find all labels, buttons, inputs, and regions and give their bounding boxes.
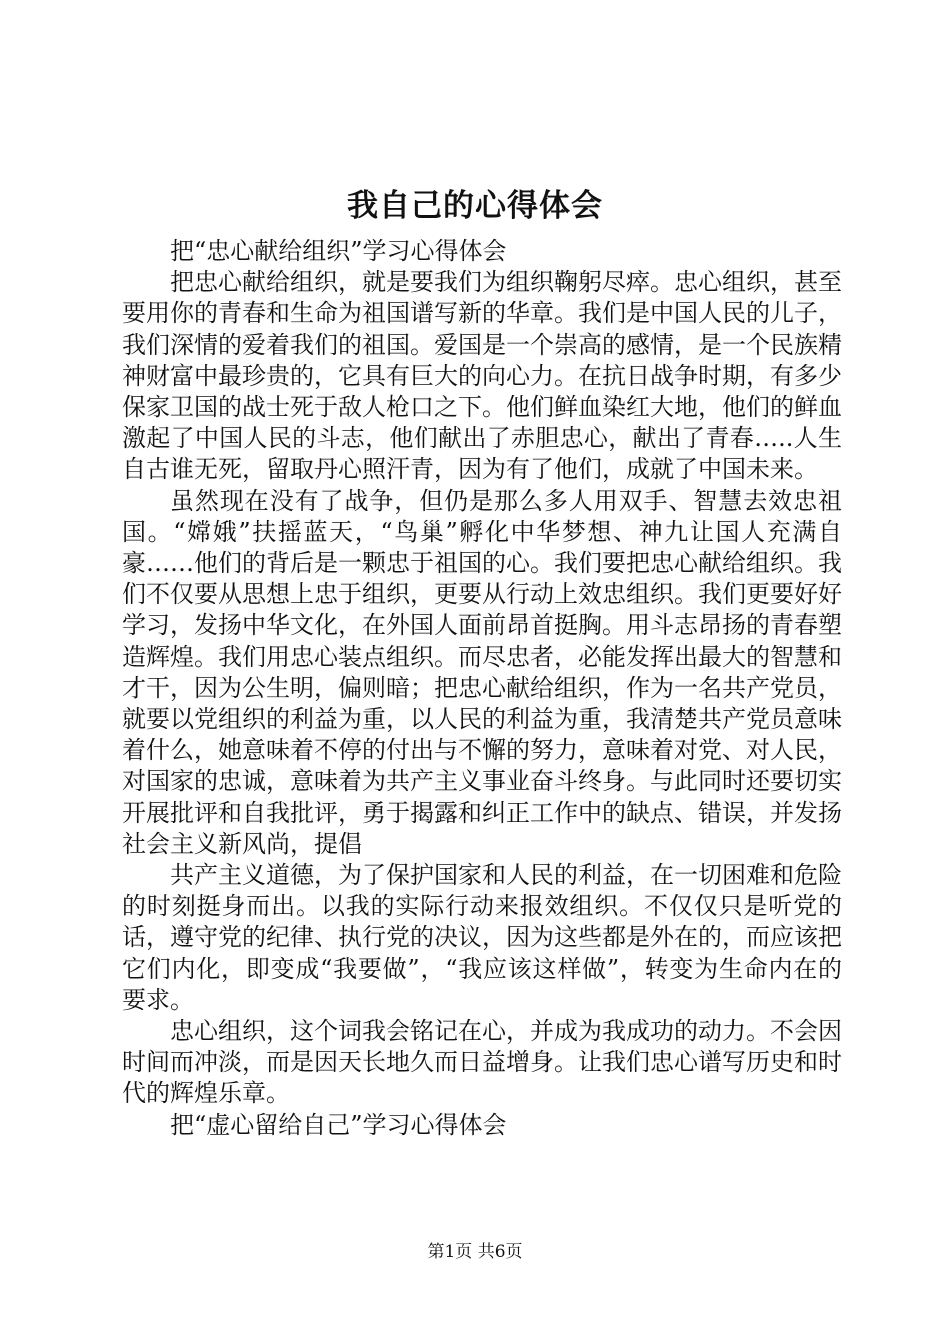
paragraph: 把忠心献给组织，就是要我们为组织鞠躬尽瘁。忠心组织，甚至要用你的青春和生命为祖国谱写新的华章。我们是中国人民的儿子，我们深情的爱着我们的祖国。爱国是一个崇高的感情，是一个民族精神财富中最珍贵的，它具有巨大的向心力。在抗日战争时期，有多少保家卫国的战士死于敌人枪口之下。他们鲜血染红大地，他们的鲜血激起了中国人民的斗志，他们献出了赤胆忠心，献出了青春…..人生自古谁无死，留取丹心照汗青，因为有了他们，成就了中国未来。 (122, 268, 842, 484)
paragraph: 共产主义道德，为了保护国家和人民的利益，在一切困难和危险的时刻挺身而出。以我的实际行动来报效组织。不仅仅只是听党的话，遵守党的纪律、执行党的决议，因为这些都是外在的，而应该把它们内化，即变成“我要做”，“我应该这样做”，转变为生命内在的要求。 (122, 861, 842, 1014)
paragraph-subtitle-1: 把“忠心献给组织”学习心得体会 (170, 237, 507, 265)
paragraph: 忠心组织，这个词我会铭记在心，并成为我成功的动力。不会因时间而冲淡，而是因天长地久而日益增身。让我们忠心谱写历史和时代的辉煌乐章。 (122, 1017, 842, 1108)
page-footer: 第1页 共6页 (427, 1242, 523, 1262)
document-title: 我自己的心得体会 (347, 188, 603, 224)
paragraph-subtitle-2: 把“虚心留给自己”学习心得体会 (170, 1110, 507, 1139)
paragraph: 虽然现在没有了战争，但仍是那么多人用双手、智慧去效忠祖国。“嫦娥”扶摇蓝天，“鸟巢”孵化中华梦想、神九让国人充满自豪……他们的背后是一颗忠于祖国的心。我们要把忠心献给组织。我们不仅要从思想上忠于组织，更要从行动上效忠组织。我们更要好好学习，发扬中华文化，在外国人面前昂首挺胸。用斗志昂扬的青春塑造辉煌。我们用忠心装点组织。而尽忠者，必能发挥出最大的智慧和才干，因为公生明，偏则暗；把忠心献给组织，作为一名共产党员，就要以党组织的利益为重，以人民的利益为重，我清楚共产党员意味着什么，她意味着不停的付出与不懈的努力，意味着对党、对人民，对国家的忠诚，意味着为共产主义事业奋斗终身。与此同时还要切实开展批评和自我批评，勇于揭露和纠正工作中的缺点、错误，并发扬社会主义新风尚，提倡 (122, 486, 842, 858)
document-body (122, 236, 842, 1141)
